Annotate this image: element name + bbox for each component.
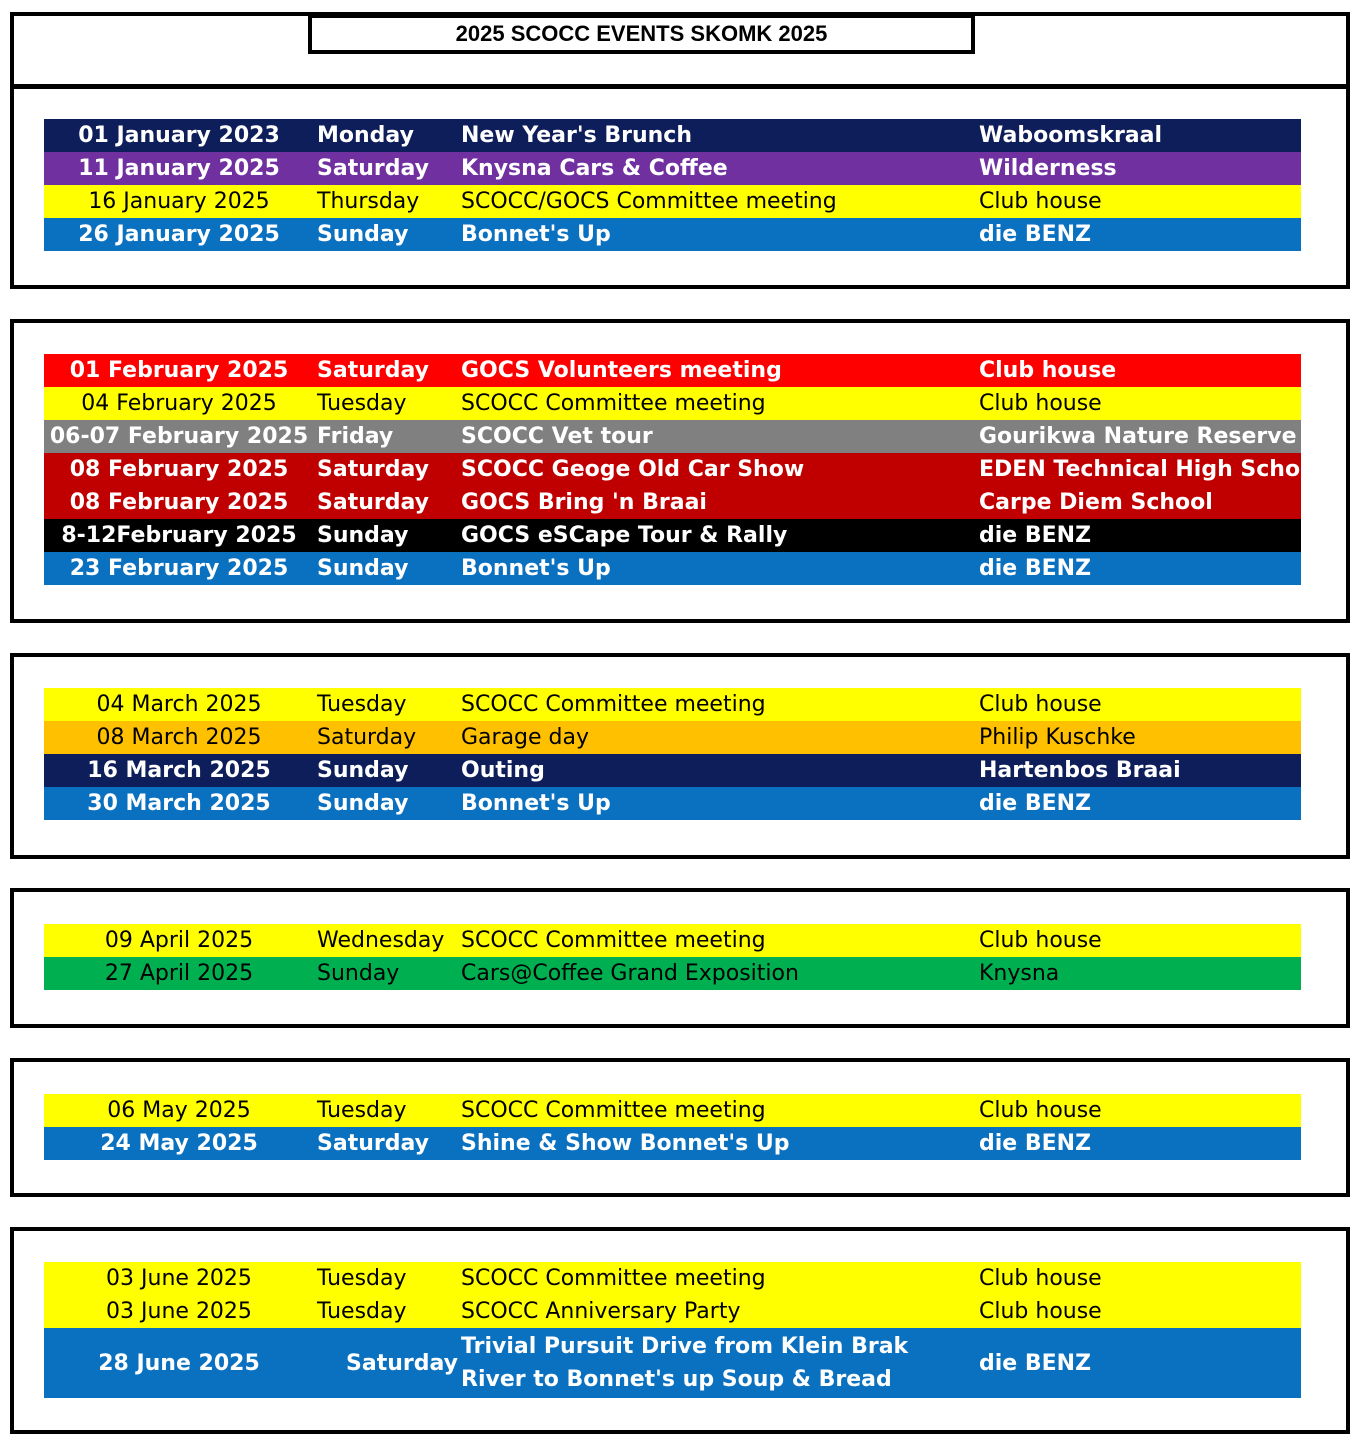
event-name: SCOCC Committee meeting (461, 391, 766, 416)
event-day: Tuesday (317, 1098, 407, 1123)
event-row (44, 721, 1301, 754)
month-block-april (10, 888, 1350, 1028)
event-name: Cars@Coffee Grand Exposition (461, 961, 799, 986)
event-date: 16 March 2025 (87, 758, 271, 783)
event-list (44, 924, 1301, 990)
month-block-june (10, 1227, 1350, 1434)
event-venue: Club house (979, 1098, 1102, 1123)
event-row (44, 519, 1301, 552)
event-name: SCOCC/GOCS Committee meeting (461, 189, 837, 214)
event-date: 24 May 2025 (100, 1131, 258, 1156)
event-date: 01 February 2025 (69, 358, 289, 383)
event-row (44, 453, 1323, 486)
event-name: SCOCC Anniversary Party (461, 1299, 741, 1324)
event-date: 03 June 2025 (106, 1266, 252, 1291)
event-day: Friday (317, 424, 394, 449)
event-row (44, 218, 1301, 251)
event-name: Bonnet's Up (461, 791, 611, 816)
event-date: 04 February 2025 (81, 391, 277, 416)
event-venue: Philip Kuschke (979, 725, 1136, 750)
event-date: 8-12February 2025 (61, 523, 297, 548)
event-venue: die BENZ (979, 222, 1092, 247)
event-name: Shine & Show Bonnet's Up (461, 1131, 790, 1156)
event-day: Saturday (317, 490, 429, 515)
event-venue: Carpe Diem School (979, 490, 1213, 515)
event-venue: Club house (979, 1266, 1102, 1291)
event-date: 11 January 2025 (78, 156, 280, 181)
event-row (44, 1127, 1301, 1160)
event-venue: Knysna (979, 961, 1060, 986)
page-title: 2025 SCOCC EVENTS SKOMK 2025 (308, 14, 975, 54)
event-date: 09 April 2025 (104, 928, 254, 953)
event-date: 06 May 2025 (107, 1098, 251, 1123)
event-date: 03 June 2025 (106, 1299, 252, 1324)
event-date: 06-07 February 2025 (49, 424, 309, 449)
event-name: GOCS Volunteers meeting (461, 358, 782, 383)
event-list (44, 354, 1323, 585)
event-day: Saturday (317, 725, 417, 750)
event-date: 30 March 2025 (87, 791, 271, 816)
event-row (44, 688, 1301, 721)
event-day: Sunday (317, 523, 409, 548)
event-name: Knysna Cars & Coffee (461, 156, 728, 181)
event-row (44, 552, 1301, 585)
event-date: 01 January 2023 (78, 123, 280, 148)
event-row (44, 420, 1301, 453)
event-row (44, 387, 1301, 420)
event-date: 08 February 2025 (69, 490, 289, 515)
event-list (44, 1262, 1301, 1398)
event-name: Trivial Pursuit Drive from Klein Brak River to Bonnet's up Soup & Bread (461, 1334, 909, 1392)
event-date: 26 January 2025 (78, 222, 280, 247)
event-date: 08 March 2025 (96, 725, 262, 750)
event-day: Saturday (317, 358, 429, 383)
event-row (44, 185, 1301, 218)
event-date: 08 February 2025 (69, 457, 289, 482)
event-venue: EDEN Technical High School (979, 457, 1323, 482)
month-block-march (10, 653, 1350, 859)
event-name: SCOCC Committee meeting (461, 692, 766, 717)
event-day: Monday (317, 123, 414, 148)
event-list (44, 688, 1301, 820)
event-date: 27 April 2025 (104, 961, 254, 986)
event-row (44, 1094, 1301, 1127)
event-row (44, 486, 1301, 519)
event-venue: die BENZ (979, 523, 1092, 548)
event-venue: Club house (979, 1299, 1102, 1324)
event-name: GOCS Bring 'n Braai (461, 490, 707, 515)
event-day: Saturday (346, 1350, 458, 1376)
event-venue: Club house (979, 189, 1102, 214)
event-date: 04 March 2025 (96, 692, 262, 717)
event-row (44, 1262, 1301, 1295)
event-name: Bonnet's Up (461, 222, 611, 247)
event-day: Saturday (317, 457, 429, 482)
event-row (44, 1328, 1301, 1398)
event-row (44, 787, 1301, 820)
event-venue: Hartenbos Braai (979, 758, 1181, 783)
event-list (44, 1094, 1301, 1160)
event-venue: Club house (979, 928, 1102, 953)
event-row (44, 152, 1301, 185)
event-day: Sunday (317, 791, 409, 816)
event-day: Saturday (317, 156, 429, 181)
event-name: SCOCC Vet tour (461, 424, 653, 449)
event-row (44, 119, 1301, 152)
event-venue: Club house (979, 358, 1117, 383)
event-day: Tuesday (317, 391, 407, 416)
event-name: SCOCC Committee meeting (461, 928, 766, 953)
event-row (44, 1295, 1301, 1328)
event-name: SCOCC Committee meeting (461, 1098, 766, 1123)
event-day: Thursday (317, 189, 420, 214)
month-block-may (10, 1058, 1350, 1197)
event-name: Outing (461, 758, 545, 783)
event-day: Sunday (317, 961, 400, 986)
event-venue: Club house (979, 391, 1102, 416)
event-venue: Waboomskraal (979, 123, 1163, 148)
event-venue: die BENZ (979, 1131, 1092, 1156)
event-row (44, 957, 1301, 990)
event-venue: Gourikwa Nature Reserve (979, 424, 1297, 449)
event-row (44, 924, 1301, 957)
event-venue: Club house (979, 692, 1102, 717)
event-name: GOCS eSCape Tour & Rally (461, 523, 788, 548)
event-venue: die BENZ (979, 1350, 1092, 1376)
month-block-january (10, 85, 1350, 289)
event-name: SCOCC Geoge Old Car Show (461, 457, 805, 482)
event-name: Garage day (461, 725, 590, 750)
event-day: Sunday (317, 758, 409, 783)
event-name: Bonnet's Up (461, 556, 611, 581)
event-day: Sunday (317, 222, 409, 247)
month-block-february (10, 319, 1350, 623)
event-name: New Year's Brunch (461, 123, 692, 148)
event-list (44, 119, 1301, 251)
event-row (44, 754, 1301, 787)
event-date: 28 June 2025 (98, 1350, 260, 1376)
event-day: Tuesday (317, 1266, 407, 1291)
event-day: Sunday (317, 556, 409, 581)
event-day: Tuesday (317, 1299, 407, 1324)
event-venue: Wilderness (979, 156, 1117, 181)
event-row (44, 354, 1301, 387)
event-day: Tuesday (317, 692, 407, 717)
event-day: Saturday (317, 1131, 429, 1156)
event-venue: die BENZ (979, 556, 1092, 581)
event-day: Wednesday (317, 928, 445, 953)
event-name: SCOCC Committee meeting (461, 1266, 766, 1291)
event-date: 23 February 2025 (69, 556, 289, 581)
event-date: 16 January 2025 (88, 189, 270, 214)
event-venue: die BENZ (979, 791, 1092, 816)
